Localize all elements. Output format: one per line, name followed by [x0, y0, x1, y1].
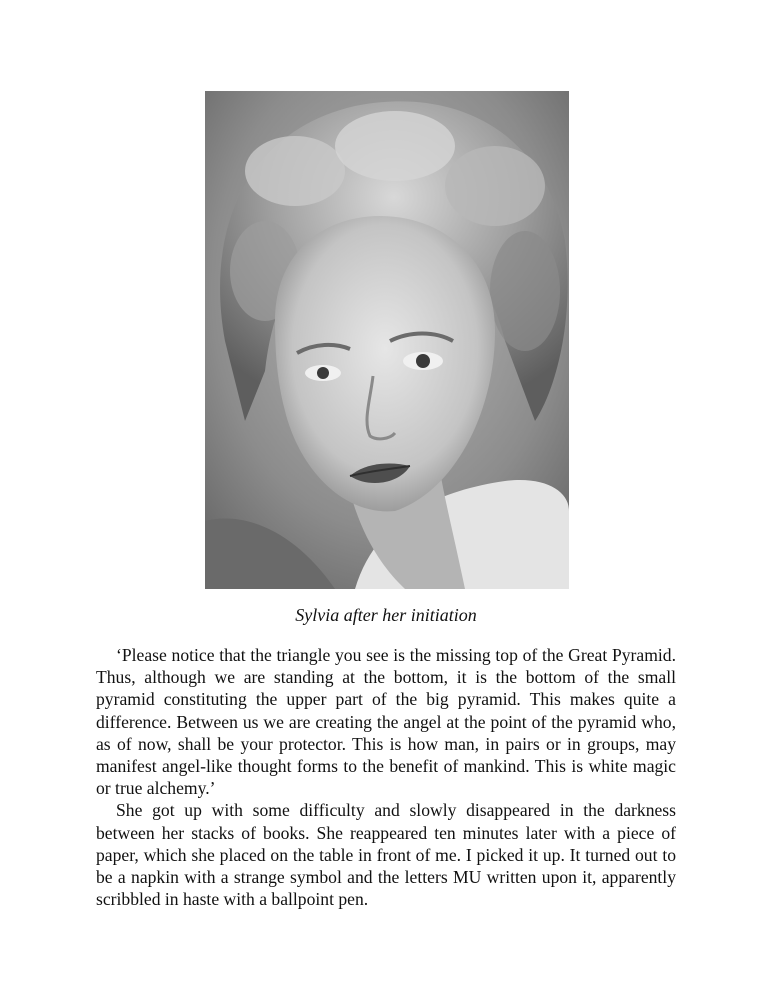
- photo-caption: Sylvia after her initiation: [295, 605, 477, 625]
- paragraph: ‘Please notice that the triangle you see is the missing top of the Great Pyramid. Thus, although we are standing at the bottom, it is the bottom of the small pyramid constituting the upper part of the big pyramid. This makes quite a difference. Between us we are creating the angel at the point of the pyramid who, as of now, shall be your protector. This is how man, in pairs or in groups, may manifest angel-like thought forms to the benefit of mankind. This is white magic or true alchemy.’: [96, 645, 676, 799]
- portrait-photo: [205, 91, 569, 589]
- portrait-photo-illustration: [205, 91, 569, 589]
- body-text: [96, 644, 676, 910]
- paragraph: She got up with some difficulty and slowly disappeared in the darkness between her stacks of books. She reappeared ten minutes later with a piece of paper, which she placed on the table in front of me. I picked it up. It turned out to be a napkin with a strange symbol and the letters MU written upon it, apparently scribbled in haste with a ballpoint pen.: [96, 800, 676, 910]
